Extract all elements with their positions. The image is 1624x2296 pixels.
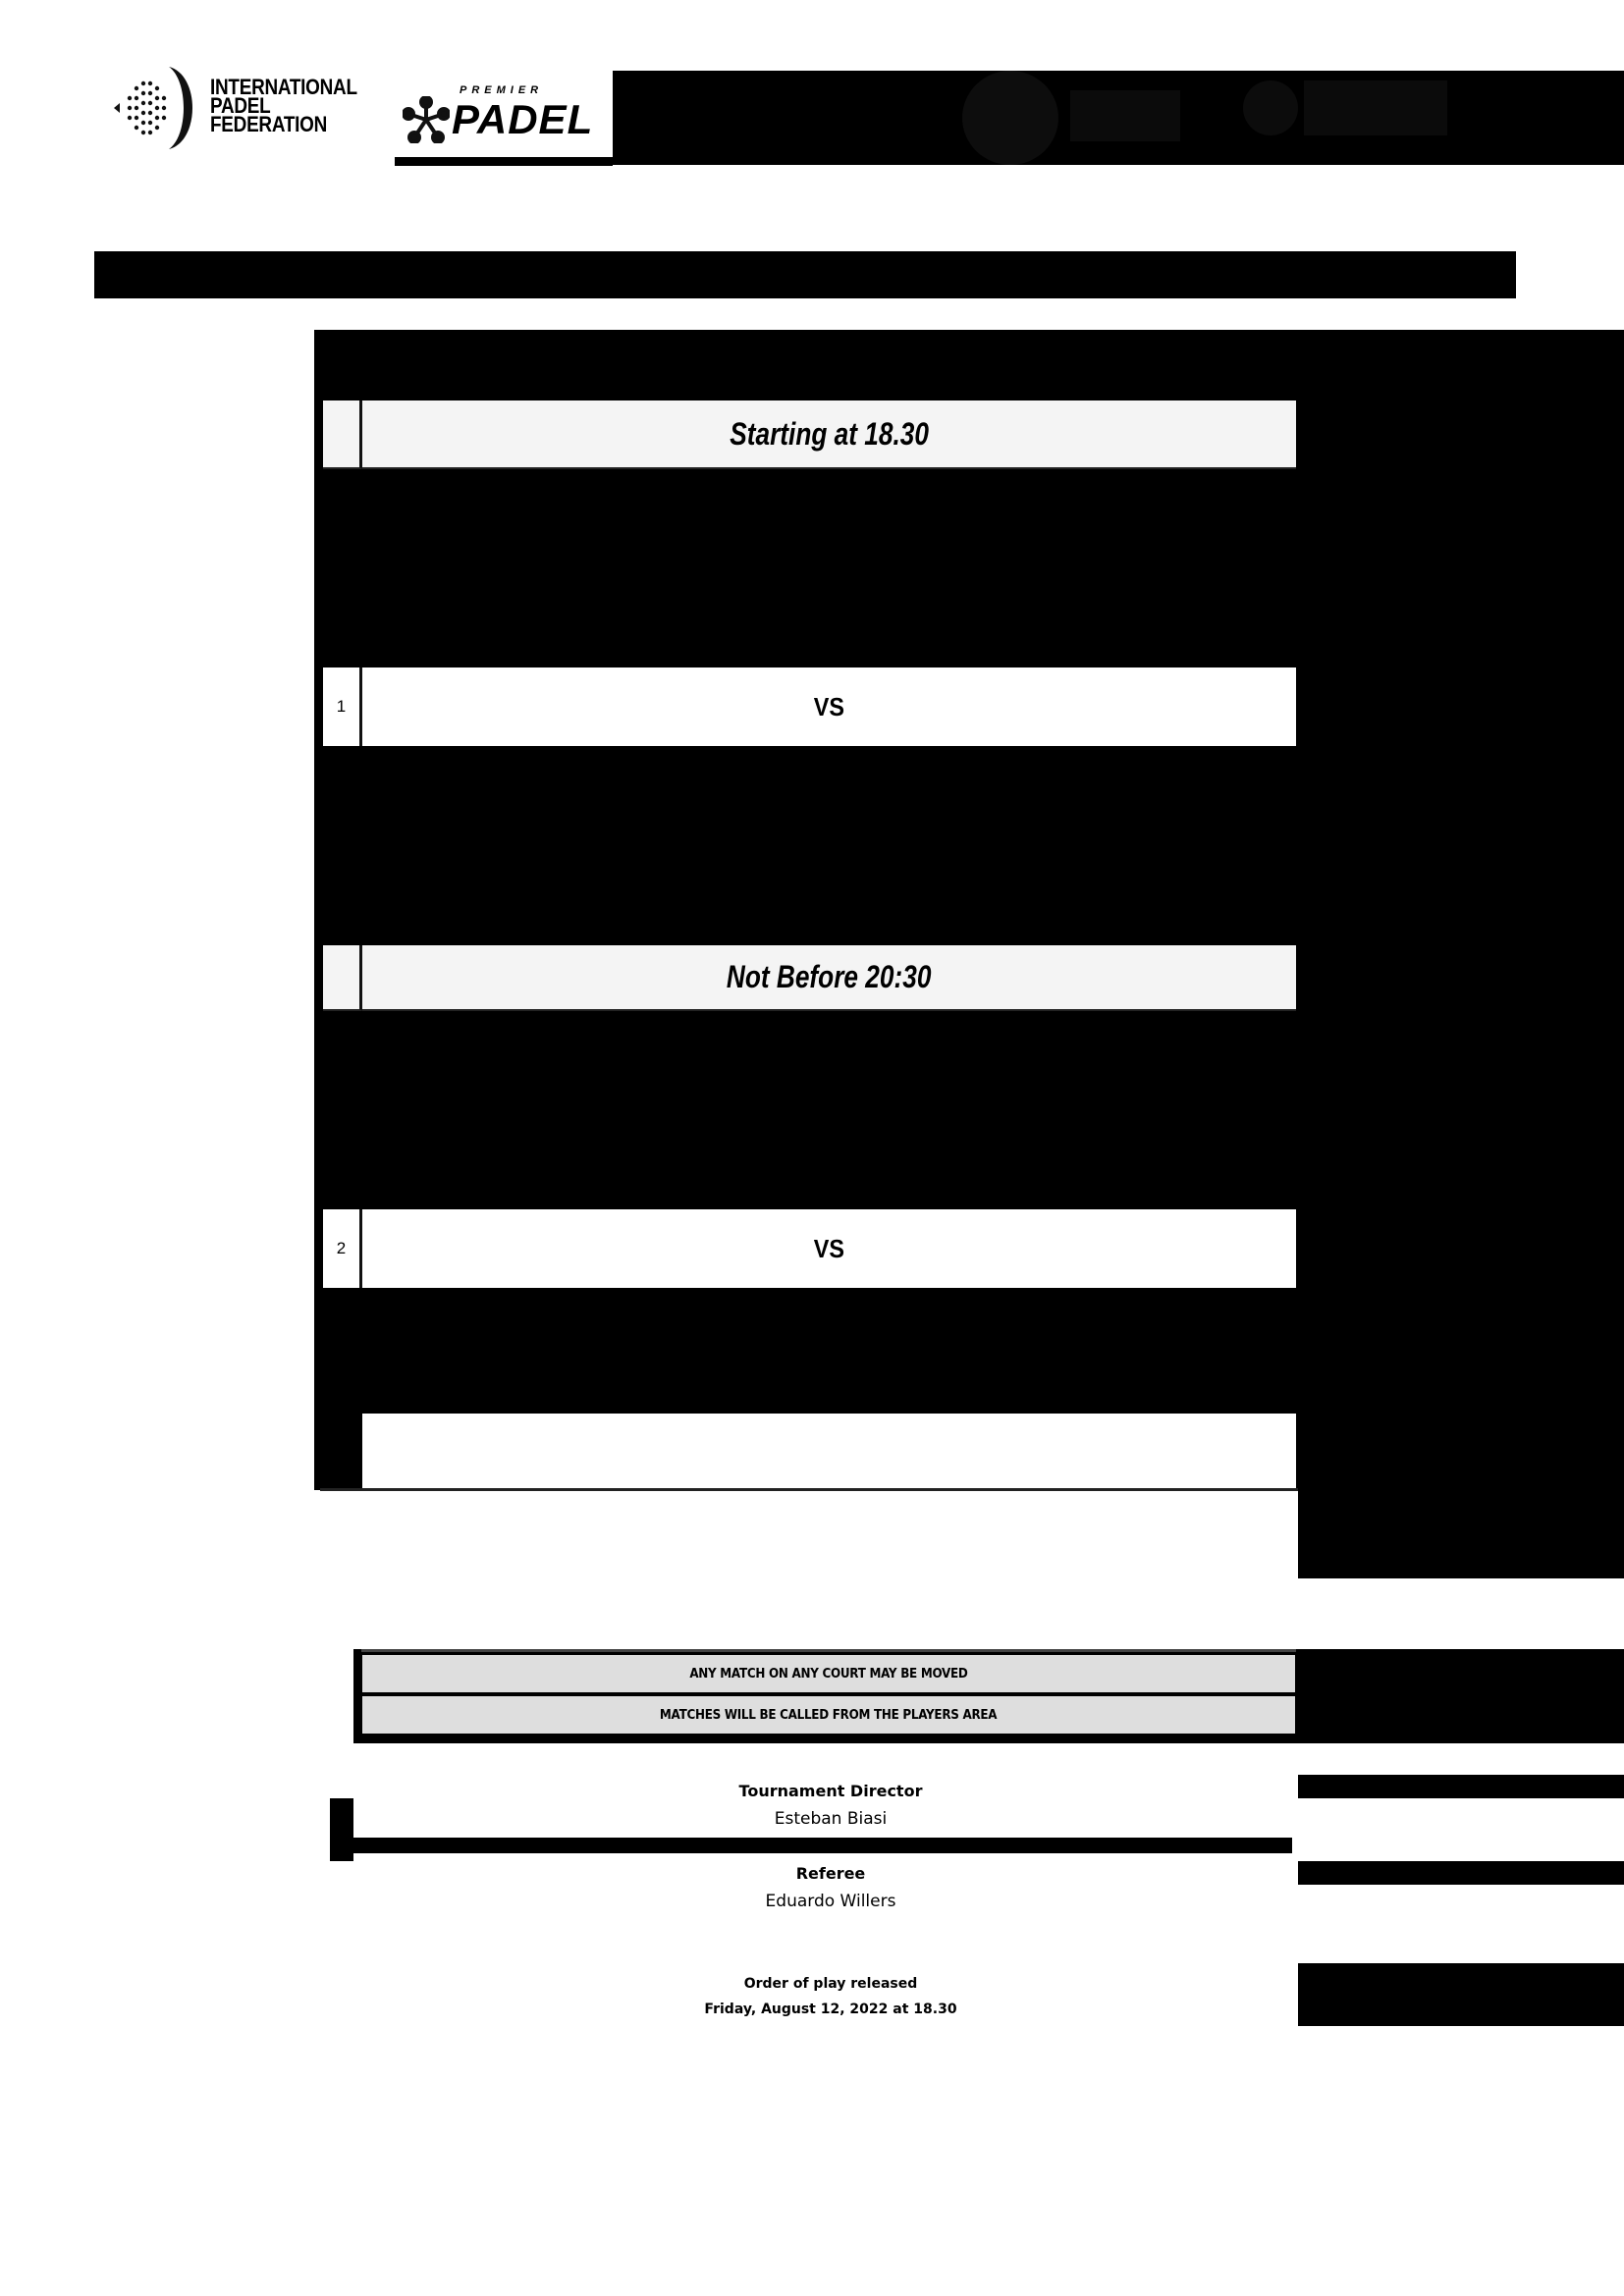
vs-label: VS — [813, 1233, 845, 1263]
match-number: 2 — [323, 1209, 362, 1288]
ipf-wordmark: INTERNATIONAL PADEL FEDERATION — [210, 75, 357, 136]
redaction-bar — [1298, 1963, 1624, 2026]
sponsor-text-block — [1070, 90, 1180, 141]
sponsor-globe-icon — [1243, 80, 1298, 135]
padel-label: PADEL — [452, 96, 594, 142]
redaction-bar — [1298, 1861, 1624, 1885]
redaction-bar — [353, 1838, 1292, 1853]
notice-moved: ANY MATCH ON ANY COURT MAY BE MOVED — [362, 1655, 1295, 1692]
vs-label: VS — [813, 691, 845, 721]
sponsor-seal-icon — [962, 71, 1058, 165]
schedule-table — [314, 330, 1624, 1490]
referee-role: Referee — [795, 1864, 866, 1883]
session-1-heading: Starting at 18.30 — [362, 400, 1296, 469]
redacted-column — [1298, 1490, 1624, 1578]
redacted-title-bar — [94, 251, 1516, 298]
match-row-2[interactable] — [362, 1209, 1296, 1288]
release-label: Order of play released — [743, 1976, 918, 1992]
session-2-heading: Not Before 20:30 — [362, 945, 1296, 1011]
ipf-logo — [110, 61, 373, 155]
notices-top-border — [361, 1649, 1296, 1652]
match-row-1[interactable] — [362, 667, 1296, 746]
empty-match-row — [362, 1414, 1296, 1488]
redaction-bar — [1298, 1775, 1624, 1798]
director-name: Esteban Biasi — [774, 1809, 888, 1829]
director-role: Tournament Director — [738, 1782, 923, 1800]
padel-racket-icon — [110, 61, 208, 155]
match-number: 1 — [323, 667, 362, 746]
table-bottom-border — [320, 1488, 1298, 1491]
referee-name: Eduardo Willers — [765, 1892, 896, 1911]
premier-label: PREMIER — [460, 84, 544, 96]
session-1-num-cell — [323, 400, 362, 469]
premier-padel-logo — [395, 71, 613, 157]
redaction-bar — [330, 1798, 353, 1861]
redaction-bar — [395, 157, 613, 166]
redacted-sponsor-band — [613, 71, 1624, 165]
sponsor-text-block — [1304, 80, 1447, 135]
session-2-num-cell — [323, 945, 362, 1011]
premier-padel-star-icon — [403, 96, 450, 143]
notice-players-area: MATCHES WILL BE CALLED FROM THE PLAYERS AREA — [362, 1696, 1295, 1734]
release-datetime: Friday, August 12, 2022 at 18.30 — [704, 2002, 957, 2017]
